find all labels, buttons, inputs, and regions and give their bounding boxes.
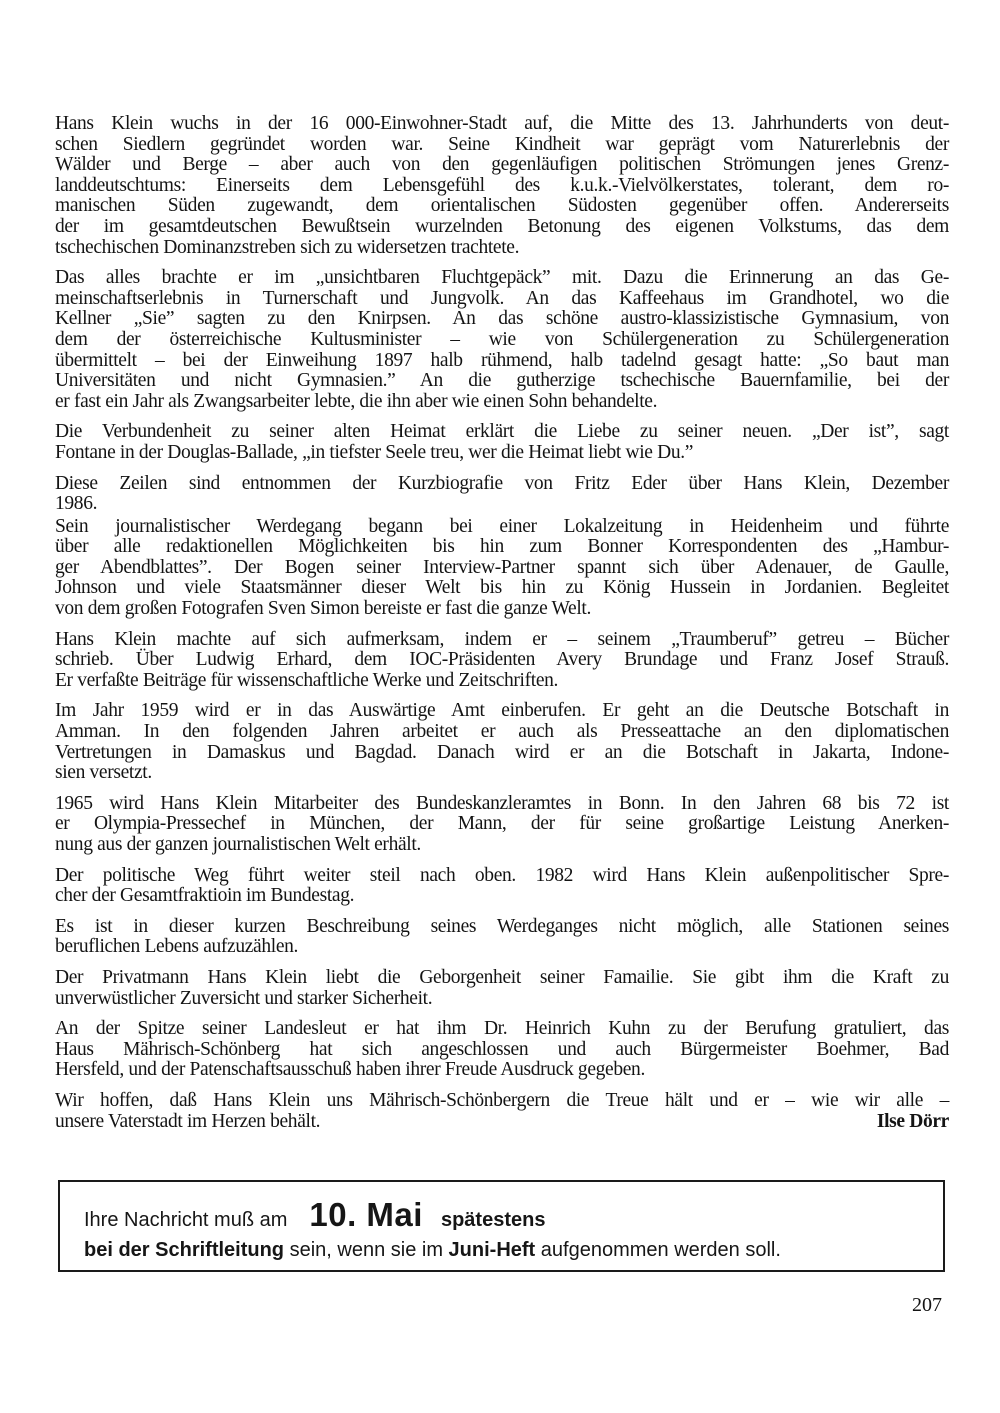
paragraph <box>55 422 949 463</box>
text-line: er fast ein Jahr als Zwangsarbeiter lebte, die ihn aber wie einen Sohn behandelte. <box>55 390 658 412</box>
text-line: er Olympia-Pressechef in München, der Mann, der für seine großartige Leistung Anerken- <box>55 813 949 835</box>
paragraph <box>55 1091 949 1132</box>
text-line: Universitäten und nicht Gymnasien.” An die gutherzige tschechische Bauernfamilie, bei der <box>55 370 949 392</box>
text-line: schrieb. Über Ludwig Erhard, dem IOC-Präsidenten Avery Brundage und Franz Josef Strauß. <box>55 649 949 671</box>
notice-text: sein, wenn sie im <box>284 1239 449 1261</box>
paragraph <box>55 517 949 620</box>
text-line: Sein journalistischer Werdegang begann bei einer Lokalzeitung in Heidenheim und führte <box>55 515 949 537</box>
text-line: Er verfaßte Beiträge für wissenschaftliche Werke und Zeitschriften. <box>55 669 559 691</box>
text-line: landdeutschtums: Einerseits dem Lebensgefühl des k.u.k.-Vielvölkerstates, tolerant, dem ro- <box>55 174 949 196</box>
text-line: Der politische Weg führt weiter steil nach oben. 1982 wird Hans Klein außenpolitischer Spre- <box>55 864 949 886</box>
text-line: unsere Vaterstadt im Herzen behält. <box>55 1110 321 1132</box>
text-line: cher der Gesamtfraktioin im Bundestag. <box>55 885 355 907</box>
text-line: Diese Zeilen sind entnommen der Kurzbiografie von Fritz Eder über Hans Klein, Dezember <box>55 472 949 494</box>
text-line: der im gesamtdeutschen Bewußtsein wurzelnden Betonung des eigenen Volkstums, das dem <box>55 215 949 237</box>
paragraph <box>55 917 949 958</box>
text-line: 1965 wird Hans Klein Mitarbeiter des Bundeskanzleramtes in Bonn. In den Jahren 68 bis 72 ist <box>55 792 949 814</box>
text-line: Der Privatmann Hans Klein liebt die Geborgenheit seiner Famailie. Sie gibt ihm die Kraft zu <box>55 966 949 988</box>
paragraph <box>55 794 949 856</box>
notice-editorial-office: bei der Schriftleitung <box>84 1239 285 1261</box>
text-line: von dem großen Fotografen Sven Simon bereiste er fast die ganze Welt. <box>55 598 592 620</box>
notice-issue: Juni-Heft <box>448 1239 536 1261</box>
text-line: 1986. <box>55 493 98 515</box>
text-line: Vertretungen in Damaskus und Bagdad. Danach wird er an die Botschaft in Jakarta, Indone- <box>55 741 949 763</box>
text-line: Hans Klein wuchs in der 16 000-Einwohner-Stadt auf, die Mitte des 13. Jahrhunderts von deut- <box>55 113 949 134</box>
text-line: Johnson und viele Staatsmänner dieser Welt bis hin zu König Hussein in Jordanien. Begleitet <box>55 577 949 599</box>
text-line: Die Verbundenheit zu seiner alten Heimat erklärt die Liebe zu seiner neuen. „Der ist”, sagt <box>55 421 949 443</box>
paragraph <box>55 114 949 258</box>
text-line: Im Jahr 1959 wird er in das Auswärtige Amt einberufen. Er geht an die Deutsche Botschaft in <box>55 700 949 722</box>
text-line: nung aus der ganzen journalistischen Welt erhält. <box>55 834 421 855</box>
deadline-notice-box <box>58 1180 945 1272</box>
notice-text-bold: spätestens <box>440 1209 546 1231</box>
text-line: Wir hoffen, daß Hans Klein uns Mährisch-Schönbergern die Treue hält und er – wie wir alle – <box>55 1089 949 1111</box>
text-line: Wälder und Berge – aber auch von den gegenläufigen politischen Strömungen jenes Grenz- <box>55 154 949 176</box>
paragraph <box>55 968 949 1009</box>
paragraph <box>55 474 949 515</box>
text-line: Hersfeld, und der Patenschaftsausschuß haben ihrer Freude Ausdruck gegeben. <box>55 1059 645 1081</box>
notice-text: aufgenommen werden soll. <box>535 1239 781 1261</box>
notice-date: 10. Mai <box>309 1196 423 1233</box>
text-line: Hans Klein machte auf sich aufmerksam, indem er – seinem „Traumberuf” getreu – Bücher <box>55 628 949 650</box>
paragraph <box>55 1019 949 1081</box>
text-line: über alle redaktionellen Möglichkeiten bis hin zum Bonner Korrespondenten des „Hambur- <box>55 536 949 558</box>
page-number: 207 <box>912 1294 942 1316</box>
notice-line-2 <box>84 1239 781 1262</box>
text-line: manischen Süden zugewandt, dem orientalischen Südosten gegenüber offen. Andererseits <box>55 195 949 217</box>
article-body <box>55 114 949 1142</box>
text-line: übermittelt – bei der Einweihung 1897 halb rühmend, halb tadelnd gesagt hatte: „So baut man <box>55 349 949 371</box>
notice-text: Ihre Nachricht muß am <box>84 1209 288 1231</box>
text-line: Kellner „Sie” sagten zu den Knirpsen. An das schöne austro-klassizistische Gymnasium, von <box>55 308 949 330</box>
text-line: ger Abendblattes”. Der Bogen seiner Interview-Partner spannt sich über Adenauer, de Gaulle, <box>55 556 949 578</box>
notice-line-1 <box>84 1196 545 1234</box>
text-line: Das alles brachte er im „unsichtbaren Fluchtgepäck” mit. Dazu die Erinnerung an das Ge- <box>55 267 949 289</box>
text-line: Haus Mährisch-Schönberg hat sich angeschlossen und auch Bürgermeister Boehmer, Bad <box>55 1038 949 1060</box>
text-line: Es ist in dieser kurzen Beschreibung seines Werdeganges nicht möglich, alle Stationen seines <box>55 915 949 937</box>
author-signature: Ilse Dörr <box>876 1110 949 1132</box>
paragraph <box>55 866 949 907</box>
text-line: meinschaftserlebnis in Turnerschaft und Jungvolk. An das Kaffeehaus im Grandhotel, wo die <box>55 287 949 309</box>
text-line: dem der österreichische Kultusminister – wie von Schülergeneration zu Schülergeneration <box>55 328 949 350</box>
closing-line <box>55 1112 949 1133</box>
paragraph <box>55 701 949 783</box>
text-line: schen Siedlern gegründet worden war. Seine Kindheit war geprägt vom Naturerlebnis der <box>55 133 949 155</box>
paragraph <box>55 630 949 692</box>
text-line: sien versetzt. <box>55 762 152 784</box>
text-line: unverwüstlicher Zuversicht und starker Sicherheit. <box>55 987 433 1009</box>
paragraph <box>55 268 949 412</box>
text-line: beruflichen Lebens aufzuzählen. <box>55 936 299 958</box>
text-line: Amman. In den folgenden Jahren arbeitet er auch als Presseattache an den diplomatischen <box>55 721 949 743</box>
text-line: An der Spitze seiner Landesleut er hat ihm Dr. Heinrich Kuhn zu der Berufung gratuliert, das <box>55 1018 949 1040</box>
text-line: tschechischen Dominanzstreben sich zu widersetzen trachtete. <box>55 236 520 258</box>
text-line: Fontane in der Douglas-Ballade, „in tiefster Seele treu, wer die Heimat liebt wie Du.” <box>55 441 694 463</box>
